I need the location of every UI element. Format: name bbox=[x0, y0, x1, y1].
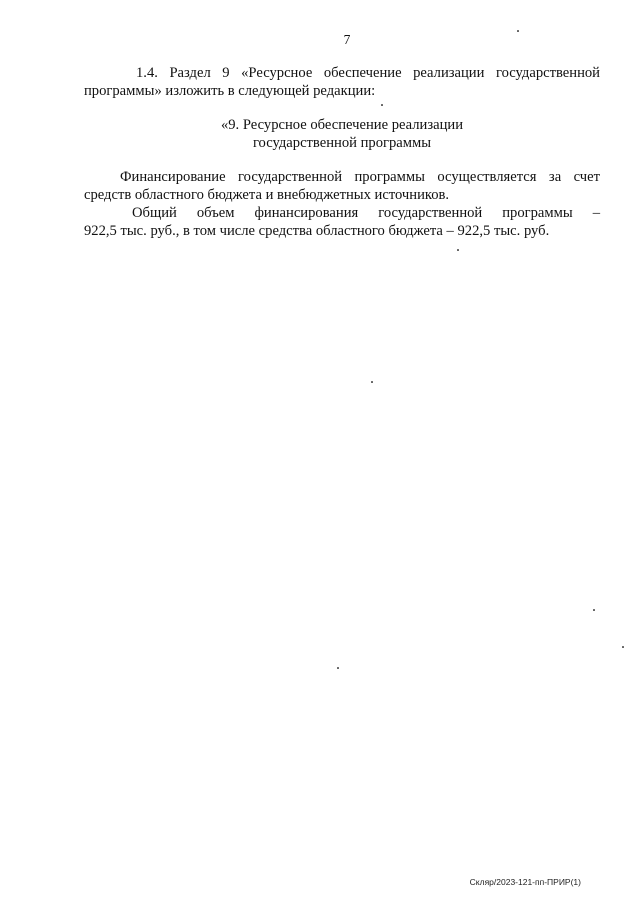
clause-line-2: программы» изложить в следующей редакции: bbox=[84, 82, 376, 99]
clause-amendment-paragraph bbox=[84, 65, 600, 100]
scan-speck bbox=[517, 30, 519, 32]
total-funding-paragraph bbox=[84, 205, 600, 240]
clause-line-1: 1.4. Раздел 9 «Ресурсное обеспечение реализации государственной bbox=[136, 65, 600, 81]
scan-speck bbox=[622, 646, 624, 648]
scan-speck bbox=[593, 609, 595, 611]
financing-line-1: Финансирование государственной программы осуществляется за счет bbox=[120, 169, 600, 185]
scan-speck bbox=[337, 667, 339, 669]
section-heading bbox=[84, 117, 600, 152]
scan-speck bbox=[371, 381, 373, 383]
scan-speck bbox=[381, 104, 383, 106]
scan-speck bbox=[457, 249, 459, 251]
total-line-2: 922,5 тыс. руб., в том числе средства областного бюджета – 922,5 тыс. руб. bbox=[84, 222, 550, 239]
section-heading-line-1: «9. Ресурсное обеспечение реализации bbox=[220, 117, 464, 133]
document-registration-code: Скляр/2023-121-пп-ПРИР(1) bbox=[469, 877, 581, 887]
total-line-1: Общий объем финансирования государственной программы – bbox=[132, 205, 600, 221]
section-heading-line-2: государственной программы bbox=[252, 134, 432, 151]
financing-paragraph bbox=[84, 169, 600, 204]
financing-line-2: средств областного бюджета и внебюджетных источников. bbox=[84, 186, 450, 203]
page-number: 7 bbox=[343, 32, 351, 47]
